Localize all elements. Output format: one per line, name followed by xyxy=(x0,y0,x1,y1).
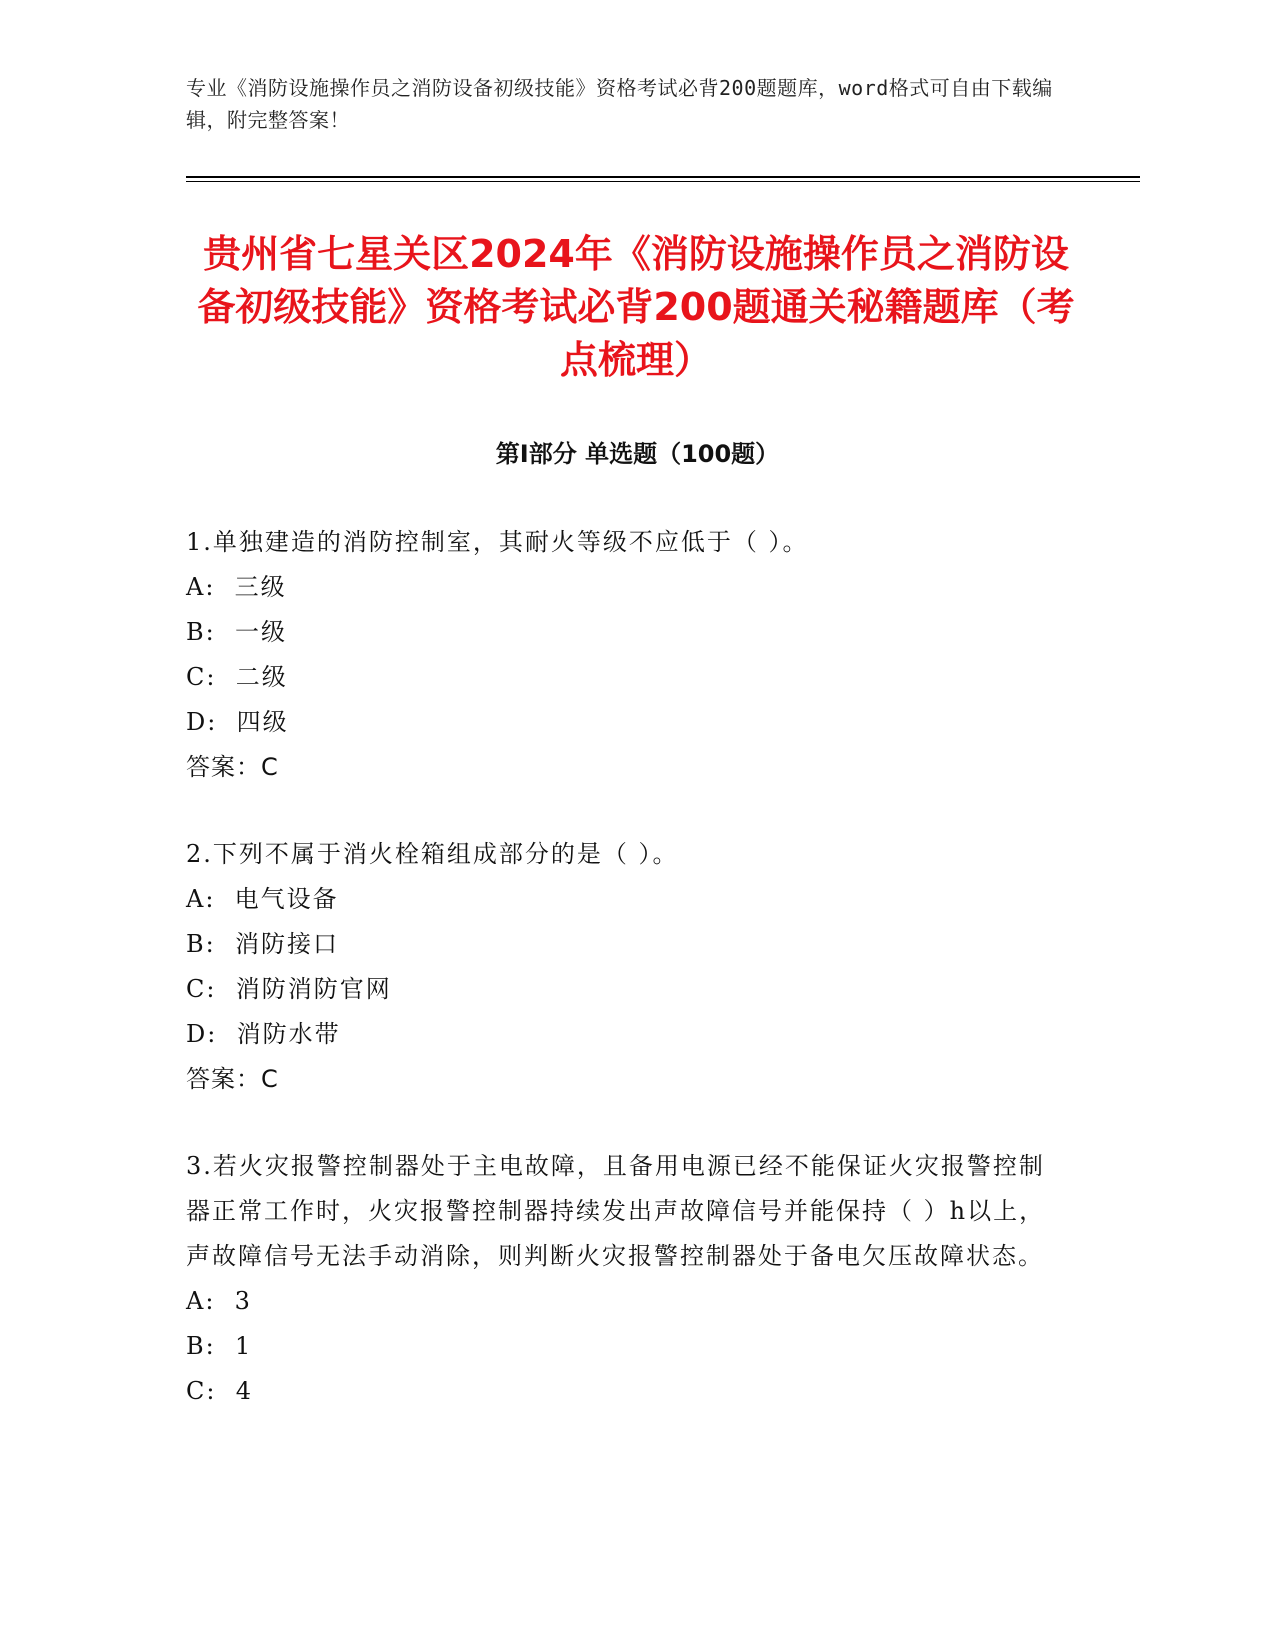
option-a: A: 电气设备 xyxy=(186,885,339,913)
option-b: B: 消防接口 xyxy=(186,930,339,958)
option-b: B: 一级 xyxy=(186,618,287,646)
option-a: A: 三级 xyxy=(186,573,287,601)
option-b: B: 1 xyxy=(186,1332,253,1360)
option-a: A: 3 xyxy=(186,1287,252,1315)
question-stem: 1.单独建造的消防控制室，其耐火等级不应低于（ ）。 xyxy=(186,528,809,556)
option-d: D: 四级 xyxy=(186,708,289,736)
header-divider-thin xyxy=(186,181,1140,182)
section-title: 第Ⅰ部分 单选题（100题） xyxy=(495,440,780,468)
option-c: C: 二级 xyxy=(186,663,288,691)
question-list xyxy=(186,520,1066,1456)
option-c: C: 消防消防官网 xyxy=(186,975,392,1003)
question-2 xyxy=(186,832,1066,1102)
document-title: 贵州省七星关区2024年《消防设施操作员之消防设备初级技能》资格考试必背200题通关秘籍题库（考点梳理） xyxy=(197,232,1075,382)
option-c: C: 4 xyxy=(186,1377,253,1405)
answer: 答案：C xyxy=(186,753,279,781)
header-divider-thick xyxy=(186,176,1140,178)
option-d: D: 消防水带 xyxy=(186,1020,341,1048)
question-3 xyxy=(186,1144,1066,1414)
question-stem: 3.若火灾报警控制器处于主电故障，且备用电源已经不能保证火灾报警控制器正常工作时，火灾报警控制器持续发出声故障信号并能保持（ ）h以上，声故障信号无法手动消除，则判断火灾报警控制器处于备电欠压故障状态。 xyxy=(186,1152,1046,1270)
header-note: 专业《消防设施操作员之消防设备初级技能》资格考试必背200题题库，word格式可自由下载编辑，附完整答案！ xyxy=(186,76,1053,132)
question-stem: 2.下列不属于消火栓箱组成部分的是（ ）。 xyxy=(186,840,679,868)
question-1 xyxy=(186,520,1066,790)
answer: 答案：C xyxy=(186,1065,279,1093)
